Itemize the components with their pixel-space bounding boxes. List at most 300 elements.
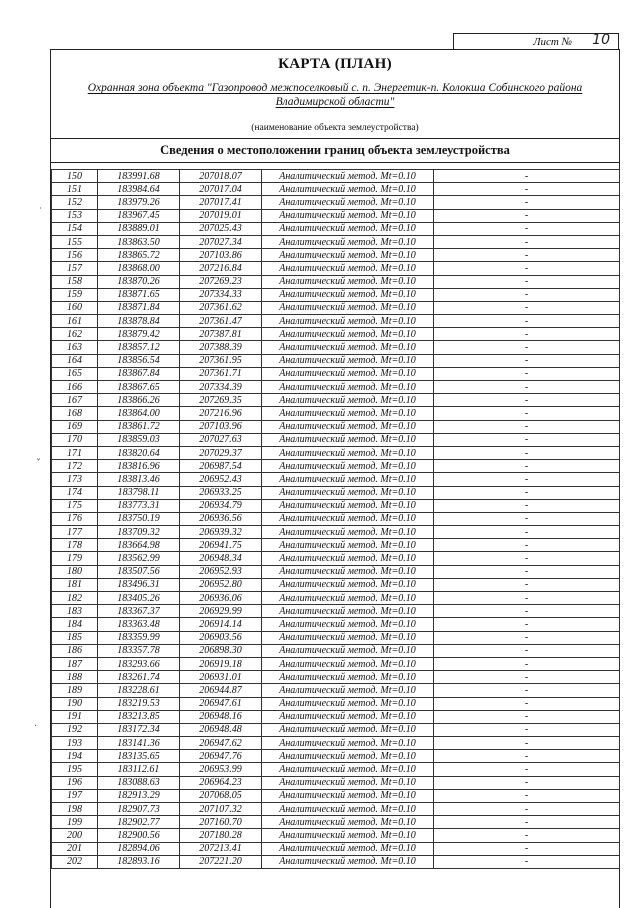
description-cell: -	[434, 697, 620, 710]
x-coordinate-cell: 183112.61	[98, 763, 180, 776]
method-cell: Аналитический метод. Mt=0.10	[262, 275, 434, 288]
method-cell: Аналитический метод. Mt=0.10	[262, 803, 434, 816]
x-coordinate-cell: 183865.72	[98, 249, 180, 262]
description-cell: -	[434, 460, 620, 473]
table-row	[52, 750, 620, 763]
description-cell: -	[434, 750, 620, 763]
y-coordinate-cell: 207019.01	[180, 209, 262, 222]
method-cell: Аналитический метод. Mt=0.10	[262, 460, 434, 473]
table-row	[52, 354, 620, 367]
point-number-cell: 163	[52, 341, 98, 354]
point-number-cell: 178	[52, 539, 98, 552]
table-row	[52, 262, 620, 275]
object-name-caption: (наименование объекта землеустройства)	[251, 123, 419, 133]
method-cell: Аналитический метод. Mt=0.10	[262, 499, 434, 512]
coordinates-table-body	[52, 170, 620, 869]
y-coordinate-cell: 206933.25	[180, 486, 262, 499]
description-cell: -	[434, 170, 620, 183]
table-row	[52, 855, 620, 868]
point-number-cell: 169	[52, 420, 98, 433]
table-row	[52, 618, 620, 631]
x-coordinate-cell: 182902.77	[98, 816, 180, 829]
point-number-cell: 200	[52, 829, 98, 842]
table-row	[52, 526, 620, 539]
point-number-cell: 199	[52, 816, 98, 829]
y-coordinate-cell: 207160.70	[180, 816, 262, 829]
x-coordinate-cell: 183870.26	[98, 275, 180, 288]
description-cell: -	[434, 328, 620, 341]
document-frame	[50, 49, 620, 908]
method-cell: Аналитический метод. Mt=0.10	[262, 170, 434, 183]
y-coordinate-cell: 207107.32	[180, 803, 262, 816]
table-row	[52, 275, 620, 288]
table-row	[52, 803, 620, 816]
table-row	[52, 605, 620, 618]
description-cell: -	[434, 222, 620, 235]
x-coordinate-cell: 182894.06	[98, 842, 180, 855]
description-cell: -	[434, 512, 620, 525]
x-coordinate-cell: 183979.26	[98, 196, 180, 209]
x-coordinate-cell: 183861.72	[98, 420, 180, 433]
method-cell: Аналитический метод. Mt=0.10	[262, 592, 434, 605]
point-number-cell: 168	[52, 407, 98, 420]
table-row	[52, 512, 620, 525]
x-coordinate-cell: 183293.66	[98, 657, 180, 670]
table-row	[52, 394, 620, 407]
point-number-cell: 180	[52, 565, 98, 578]
table-row	[52, 776, 620, 789]
table-row	[52, 631, 620, 644]
method-cell: Аналитический метод. Mt=0.10	[262, 420, 434, 433]
method-cell: Аналитический метод. Mt=0.10	[262, 328, 434, 341]
table-row	[52, 420, 620, 433]
y-coordinate-cell: 207027.63	[180, 433, 262, 446]
x-coordinate-cell: 183857.12	[98, 341, 180, 354]
section-title: Сведения о местоположении границ объекта землеустройства	[50, 138, 620, 163]
x-coordinate-cell: 183135.65	[98, 750, 180, 763]
point-number-cell: 172	[52, 460, 98, 473]
description-cell: -	[434, 473, 620, 486]
point-number-cell: 151	[52, 183, 98, 196]
page-title: КАРТА (ПЛАН)	[278, 56, 392, 72]
point-number-cell: 170	[52, 433, 98, 446]
point-number-cell: 153	[52, 209, 98, 222]
method-cell: Аналитический метод. Mt=0.10	[262, 394, 434, 407]
point-number-cell: 184	[52, 618, 98, 631]
point-number-cell: 176	[52, 512, 98, 525]
method-cell: Аналитический метод. Mt=0.10	[262, 723, 434, 736]
y-coordinate-cell: 207103.86	[180, 249, 262, 262]
y-coordinate-cell: 207269.23	[180, 275, 262, 288]
method-cell: Аналитический метод. Mt=0.10	[262, 578, 434, 591]
x-coordinate-cell: 183813.46	[98, 473, 180, 486]
method-cell: Аналитический метод. Mt=0.10	[262, 407, 434, 420]
y-coordinate-cell: 207017.04	[180, 183, 262, 196]
method-cell: Аналитический метод. Mt=0.10	[262, 367, 434, 380]
description-cell: -	[434, 433, 620, 446]
table-row	[52, 196, 620, 209]
y-coordinate-cell: 207017.41	[180, 196, 262, 209]
point-number-cell: 167	[52, 394, 98, 407]
y-coordinate-cell: 206898.30	[180, 644, 262, 657]
x-coordinate-cell: 183871.84	[98, 301, 180, 314]
description-cell: -	[434, 723, 620, 736]
object-name: Охранная зона объекта "Газопровод межпоселковый с. п. Энергетик-п. Колокша Собинского района Владимирской области"	[87, 82, 583, 108]
sheet-label: Лист №	[533, 36, 572, 48]
point-number-cell: 164	[52, 354, 98, 367]
method-cell: Аналитический метод. Mt=0.10	[262, 684, 434, 697]
method-cell: Аналитический метод. Mt=0.10	[262, 183, 434, 196]
y-coordinate-cell: 207361.62	[180, 301, 262, 314]
x-coordinate-cell: 183856.54	[98, 354, 180, 367]
y-coordinate-cell: 206929.99	[180, 605, 262, 618]
method-cell: Аналитический метод. Mt=0.10	[262, 249, 434, 262]
x-coordinate-cell: 183867.84	[98, 367, 180, 380]
y-coordinate-cell: 206944.87	[180, 684, 262, 697]
point-number-cell: 173	[52, 473, 98, 486]
y-coordinate-cell: 206936.56	[180, 512, 262, 525]
x-coordinate-cell: 183820.64	[98, 446, 180, 459]
table-row	[52, 723, 620, 736]
x-coordinate-cell: 183864.00	[98, 407, 180, 420]
y-coordinate-cell: 206987.54	[180, 460, 262, 473]
table-row	[52, 381, 620, 394]
y-coordinate-cell: 206952.80	[180, 578, 262, 591]
point-number-cell: 156	[52, 249, 98, 262]
description-cell: -	[434, 578, 620, 591]
point-number-cell: 166	[52, 381, 98, 394]
method-cell: Аналитический метод. Mt=0.10	[262, 671, 434, 684]
table-row	[52, 578, 620, 591]
x-coordinate-cell: 183357.78	[98, 644, 180, 657]
y-coordinate-cell: 206914.14	[180, 618, 262, 631]
y-coordinate-cell: 206947.62	[180, 737, 262, 750]
point-number-cell: 194	[52, 750, 98, 763]
method-cell: Аналитический метод. Mt=0.10	[262, 354, 434, 367]
margin-mark: ·	[34, 721, 38, 732]
y-coordinate-cell: 207269.35	[180, 394, 262, 407]
description-cell: -	[434, 499, 620, 512]
y-coordinate-cell: 206903.56	[180, 631, 262, 644]
y-coordinate-cell: 207025.43	[180, 222, 262, 235]
margin-mark: ˅	[36, 458, 41, 469]
method-cell: Аналитический метод. Mt=0.10	[262, 235, 434, 248]
y-coordinate-cell: 206952.43	[180, 473, 262, 486]
method-cell: Аналитический метод. Mt=0.10	[262, 552, 434, 565]
point-number-cell: 159	[52, 288, 98, 301]
y-coordinate-cell: 206936.06	[180, 592, 262, 605]
method-cell: Аналитический метод. Mt=0.10	[262, 539, 434, 552]
x-coordinate-cell: 183866.26	[98, 394, 180, 407]
table-row	[52, 446, 620, 459]
table-row	[52, 789, 620, 802]
method-cell: Аналитический метод. Mt=0.10	[262, 381, 434, 394]
point-number-cell: 171	[52, 446, 98, 459]
x-coordinate-cell: 183562.99	[98, 552, 180, 565]
method-cell: Аналитический метод. Mt=0.10	[262, 301, 434, 314]
point-number-cell: 154	[52, 222, 98, 235]
y-coordinate-cell: 206948.48	[180, 723, 262, 736]
description-cell: -	[434, 605, 620, 618]
point-number-cell: 161	[52, 315, 98, 328]
table-row	[52, 657, 620, 670]
method-cell: Аналитический метод. Mt=0.10	[262, 486, 434, 499]
table-row	[52, 710, 620, 723]
point-number-cell: 179	[52, 552, 98, 565]
method-cell: Аналитический метод. Mt=0.10	[262, 222, 434, 235]
method-cell: Аналитический метод. Mt=0.10	[262, 776, 434, 789]
method-cell: Аналитический метод. Mt=0.10	[262, 433, 434, 446]
table-row	[52, 367, 620, 380]
method-cell: Аналитический метод. Mt=0.10	[262, 209, 434, 222]
table-row	[52, 209, 620, 222]
description-cell: -	[434, 367, 620, 380]
y-coordinate-cell: 207361.71	[180, 367, 262, 380]
point-number-cell: 158	[52, 275, 98, 288]
point-number-cell: 195	[52, 763, 98, 776]
table-row	[52, 341, 620, 354]
point-number-cell: 177	[52, 526, 98, 539]
point-number-cell: 190	[52, 697, 98, 710]
x-coordinate-cell: 183879.42	[98, 328, 180, 341]
x-coordinate-cell: 183750.19	[98, 512, 180, 525]
x-coordinate-cell: 183816.96	[98, 460, 180, 473]
description-cell: -	[434, 644, 620, 657]
description-cell: -	[434, 288, 620, 301]
y-coordinate-cell: 207213.41	[180, 842, 262, 855]
description-cell: -	[434, 631, 620, 644]
table-row	[52, 842, 620, 855]
x-coordinate-cell: 183709.32	[98, 526, 180, 539]
point-number-cell: 181	[52, 578, 98, 591]
point-number-cell: 187	[52, 657, 98, 670]
description-cell: -	[434, 816, 620, 829]
y-coordinate-cell: 206919.18	[180, 657, 262, 670]
method-cell: Аналитический метод. Mt=0.10	[262, 341, 434, 354]
table-row	[52, 170, 620, 183]
x-coordinate-cell: 183863.50	[98, 235, 180, 248]
x-coordinate-cell: 183773.31	[98, 499, 180, 512]
table-row	[52, 486, 620, 499]
point-number-cell: 155	[52, 235, 98, 248]
description-cell: -	[434, 341, 620, 354]
description-cell: -	[434, 209, 620, 222]
table-row	[52, 328, 620, 341]
sheet-number-box	[453, 33, 619, 50]
method-cell: Аналитический метод. Mt=0.10	[262, 512, 434, 525]
method-cell: Аналитический метод. Mt=0.10	[262, 565, 434, 578]
point-number-cell: 182	[52, 592, 98, 605]
point-number-cell: 162	[52, 328, 98, 341]
table-row	[52, 684, 620, 697]
description-cell: -	[434, 539, 620, 552]
y-coordinate-cell: 206947.61	[180, 697, 262, 710]
description-cell: -	[434, 183, 620, 196]
method-cell: Аналитический метод. Mt=0.10	[262, 288, 434, 301]
x-coordinate-cell: 182893.16	[98, 855, 180, 868]
table-row	[52, 460, 620, 473]
table-row	[52, 592, 620, 605]
y-coordinate-cell: 207388.39	[180, 341, 262, 354]
description-cell: -	[434, 842, 620, 855]
x-coordinate-cell: 182907.73	[98, 803, 180, 816]
table-row	[52, 565, 620, 578]
method-cell: Аналитический метод. Mt=0.10	[262, 262, 434, 275]
point-number-cell: 183	[52, 605, 98, 618]
y-coordinate-cell: 207361.47	[180, 315, 262, 328]
description-cell: -	[434, 301, 620, 314]
x-coordinate-cell: 183359.99	[98, 631, 180, 644]
point-number-cell: 192	[52, 723, 98, 736]
method-cell: Аналитический метод. Mt=0.10	[262, 631, 434, 644]
point-number-cell: 186	[52, 644, 98, 657]
point-number-cell: 174	[52, 486, 98, 499]
x-coordinate-cell: 183664.98	[98, 539, 180, 552]
point-number-cell: 157	[52, 262, 98, 275]
table-row	[52, 315, 620, 328]
method-cell: Аналитический метод. Mt=0.10	[262, 855, 434, 868]
point-number-cell: 191	[52, 710, 98, 723]
method-cell: Аналитический метод. Mt=0.10	[262, 473, 434, 486]
table-row	[52, 829, 620, 842]
table-row	[52, 737, 620, 750]
method-cell: Аналитический метод. Mt=0.10	[262, 789, 434, 802]
x-coordinate-cell: 183967.45	[98, 209, 180, 222]
table-row	[52, 763, 620, 776]
x-coordinate-cell: 183878.84	[98, 315, 180, 328]
x-coordinate-cell: 182900.56	[98, 829, 180, 842]
method-cell: Аналитический метод. Mt=0.10	[262, 446, 434, 459]
method-cell: Аналитический метод. Mt=0.10	[262, 816, 434, 829]
table-row	[52, 433, 620, 446]
description-cell: -	[434, 262, 620, 275]
point-number-cell: 196	[52, 776, 98, 789]
method-cell: Аналитический метод. Mt=0.10	[262, 737, 434, 750]
table-row	[52, 407, 620, 420]
y-coordinate-cell: 206953.99	[180, 763, 262, 776]
description-cell: -	[434, 235, 620, 248]
x-coordinate-cell: 183871.65	[98, 288, 180, 301]
description-cell: -	[434, 446, 620, 459]
method-cell: Аналитический метод. Mt=0.10	[262, 526, 434, 539]
method-cell: Аналитический метод. Mt=0.10	[262, 829, 434, 842]
y-coordinate-cell: 207029.37	[180, 446, 262, 459]
description-cell: -	[434, 855, 620, 868]
y-coordinate-cell: 206948.16	[180, 710, 262, 723]
point-number-cell: 175	[52, 499, 98, 512]
x-coordinate-cell: 183798.11	[98, 486, 180, 499]
table-row	[52, 671, 620, 684]
point-number-cell: 193	[52, 737, 98, 750]
y-coordinate-cell: 207221.20	[180, 855, 262, 868]
description-cell: -	[434, 737, 620, 750]
table-row	[52, 644, 620, 657]
y-coordinate-cell: 207216.84	[180, 262, 262, 275]
x-coordinate-cell: 183496.31	[98, 578, 180, 591]
table-row	[52, 499, 620, 512]
x-coordinate-cell: 183867.65	[98, 381, 180, 394]
y-coordinate-cell: 207068.05	[180, 789, 262, 802]
x-coordinate-cell: 183141.36	[98, 737, 180, 750]
description-cell: -	[434, 354, 620, 367]
point-number-cell: 160	[52, 301, 98, 314]
description-cell: -	[434, 552, 620, 565]
y-coordinate-cell: 206964.23	[180, 776, 262, 789]
description-cell: -	[434, 565, 620, 578]
table-row	[52, 288, 620, 301]
method-cell: Аналитический метод. Mt=0.10	[262, 750, 434, 763]
y-coordinate-cell: 207018.07	[180, 170, 262, 183]
point-number-cell: 152	[52, 196, 98, 209]
x-coordinate-cell: 183261.74	[98, 671, 180, 684]
y-coordinate-cell: 206941.75	[180, 539, 262, 552]
method-cell: Аналитический метод. Mt=0.10	[262, 644, 434, 657]
table-row	[52, 301, 620, 314]
x-coordinate-cell: 183363.48	[98, 618, 180, 631]
method-cell: Аналитический метод. Mt=0.10	[262, 605, 434, 618]
sheet-number: 10	[592, 32, 610, 48]
x-coordinate-cell: 183991.68	[98, 170, 180, 183]
y-coordinate-cell: 206934.79	[180, 499, 262, 512]
x-coordinate-cell: 183507.56	[98, 565, 180, 578]
coordinates-table	[51, 169, 620, 869]
table-row	[52, 249, 620, 262]
description-cell: -	[434, 407, 620, 420]
y-coordinate-cell: 207387.81	[180, 328, 262, 341]
method-cell: Аналитический метод. Mt=0.10	[262, 196, 434, 209]
table-row	[52, 183, 620, 196]
y-coordinate-cell: 207180.28	[180, 829, 262, 842]
x-coordinate-cell: 183868.00	[98, 262, 180, 275]
y-coordinate-cell: 206947.76	[180, 750, 262, 763]
table-row	[52, 697, 620, 710]
method-cell: Аналитический метод. Mt=0.10	[262, 697, 434, 710]
method-cell: Аналитический метод. Mt=0.10	[262, 315, 434, 328]
table-row	[52, 235, 620, 248]
y-coordinate-cell: 207027.34	[180, 235, 262, 248]
description-cell: -	[434, 420, 620, 433]
y-coordinate-cell: 206948.34	[180, 552, 262, 565]
description-cell: -	[434, 618, 620, 631]
y-coordinate-cell: 207216.96	[180, 407, 262, 420]
description-cell: -	[434, 275, 620, 288]
point-number-cell: 185	[52, 631, 98, 644]
y-coordinate-cell: 207103.96	[180, 420, 262, 433]
y-coordinate-cell: 206952.93	[180, 565, 262, 578]
x-coordinate-cell: 183405.26	[98, 592, 180, 605]
description-cell: -	[434, 196, 620, 209]
description-cell: -	[434, 829, 620, 842]
y-coordinate-cell: 206939.32	[180, 526, 262, 539]
point-number-cell: 197	[52, 789, 98, 802]
margin-mark: ˙	[38, 207, 43, 218]
y-coordinate-cell: 207334.39	[180, 381, 262, 394]
description-cell: -	[434, 657, 620, 670]
y-coordinate-cell: 207361.95	[180, 354, 262, 367]
description-cell: -	[434, 315, 620, 328]
description-cell: -	[434, 776, 620, 789]
x-coordinate-cell: 183859.03	[98, 433, 180, 446]
point-number-cell: 150	[52, 170, 98, 183]
x-coordinate-cell: 182913.29	[98, 789, 180, 802]
x-coordinate-cell: 183228.61	[98, 684, 180, 697]
table-row	[52, 222, 620, 235]
point-number-cell: 198	[52, 803, 98, 816]
description-cell: -	[434, 671, 620, 684]
table-row	[52, 473, 620, 486]
x-coordinate-cell: 183219.53	[98, 697, 180, 710]
description-cell: -	[434, 592, 620, 605]
